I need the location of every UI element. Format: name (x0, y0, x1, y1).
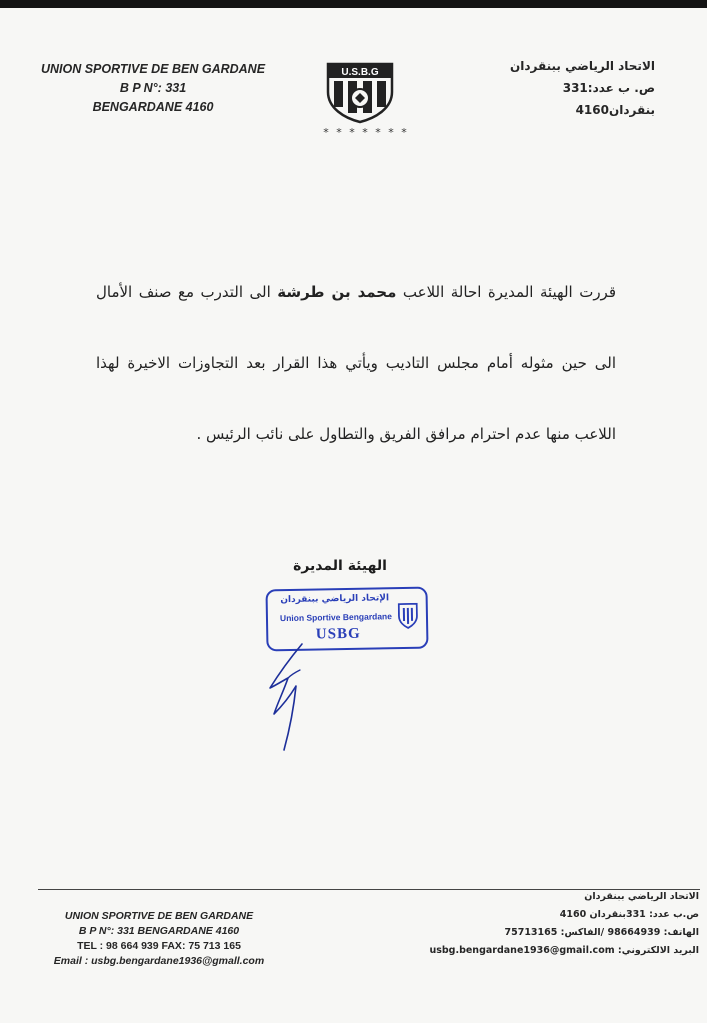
header-po-box-ar: ص. ب عدد:331 (562, 81, 655, 95)
header-club-name-fr: UNION SPORTIVE DE BEN GARDANE (40, 62, 266, 76)
handwritten-signature (262, 636, 322, 756)
header-po-box-fr: B P N°: 331 (119, 81, 187, 95)
decision-text-end: الى التدرب مع صنف الأمال الى حين مثوله أمام مجلس التاديب ويأتي هذا القرار بعد التجاوزات الاخيرة لهذا اللاعب منها عدم احترام مرافق الفريق والتطاول على نائب الرئيس . (96, 283, 616, 443)
player-name: محمد بن طرشة (277, 283, 397, 301)
header-arabic-address (455, 55, 655, 121)
document-page (0, 8, 707, 1023)
footer-email-fr: Email : usbg.bengardane1936@gmall.com (53, 955, 265, 967)
stamp-french-name: Union Sportive Bengardane (279, 611, 393, 624)
decision-text-start: قررت الهيئة المديرة احالة اللاعب (396, 283, 617, 301)
stamp-initials: USBG (315, 625, 361, 643)
decision-paragraph (96, 257, 616, 470)
footer-po-box-fr: B P N°: 331 BENGARDANE 4160 (78, 925, 240, 937)
logo-stars: * * * * * * * (323, 126, 409, 139)
footer-po-box-ar: ص.ب عدد: 331بنقردان 4160 (559, 909, 699, 920)
footer-arabic-contact (399, 888, 699, 960)
club-crest-icon (324, 62, 396, 124)
logo-text: U.S.B.G (341, 67, 379, 78)
footer-tel-fax: TEL : 98 664 939 FAX: 75 713 165 (77, 940, 241, 952)
footer-phone-ar: الهاتف: 98664939 /الفاكس: 75713165 (504, 927, 699, 938)
stamp-shield-icon (398, 603, 418, 629)
footer-email-ar (399, 942, 699, 960)
header-city-fr: BENGARDANE 4160 (92, 100, 214, 114)
footer-club-name-fr: UNION SPORTIVE DE BEN GARDANE (64, 910, 254, 922)
header-club-name-ar: الاتحاد الرياضي ببنقردان (510, 59, 655, 73)
club-logo (324, 62, 396, 124)
footer-email-label-ar: البريد الالكتروني: (614, 945, 699, 956)
header-french-address (28, 60, 278, 117)
header-city-ar: بنقردان4160 (575, 103, 655, 117)
board-title: الهيئة المديرة (293, 558, 387, 574)
top-dark-strip (0, 0, 707, 8)
footer-club-name-ar: الاتحاد الرياضي ببنقردان (584, 891, 699, 902)
footer-email-address: usbg.bengardane1936@gmail.com (429, 945, 615, 956)
footer-french-contact (40, 909, 278, 969)
stamp-arabic-name: الإتحاد الرياضي ببنقردان (280, 593, 390, 606)
